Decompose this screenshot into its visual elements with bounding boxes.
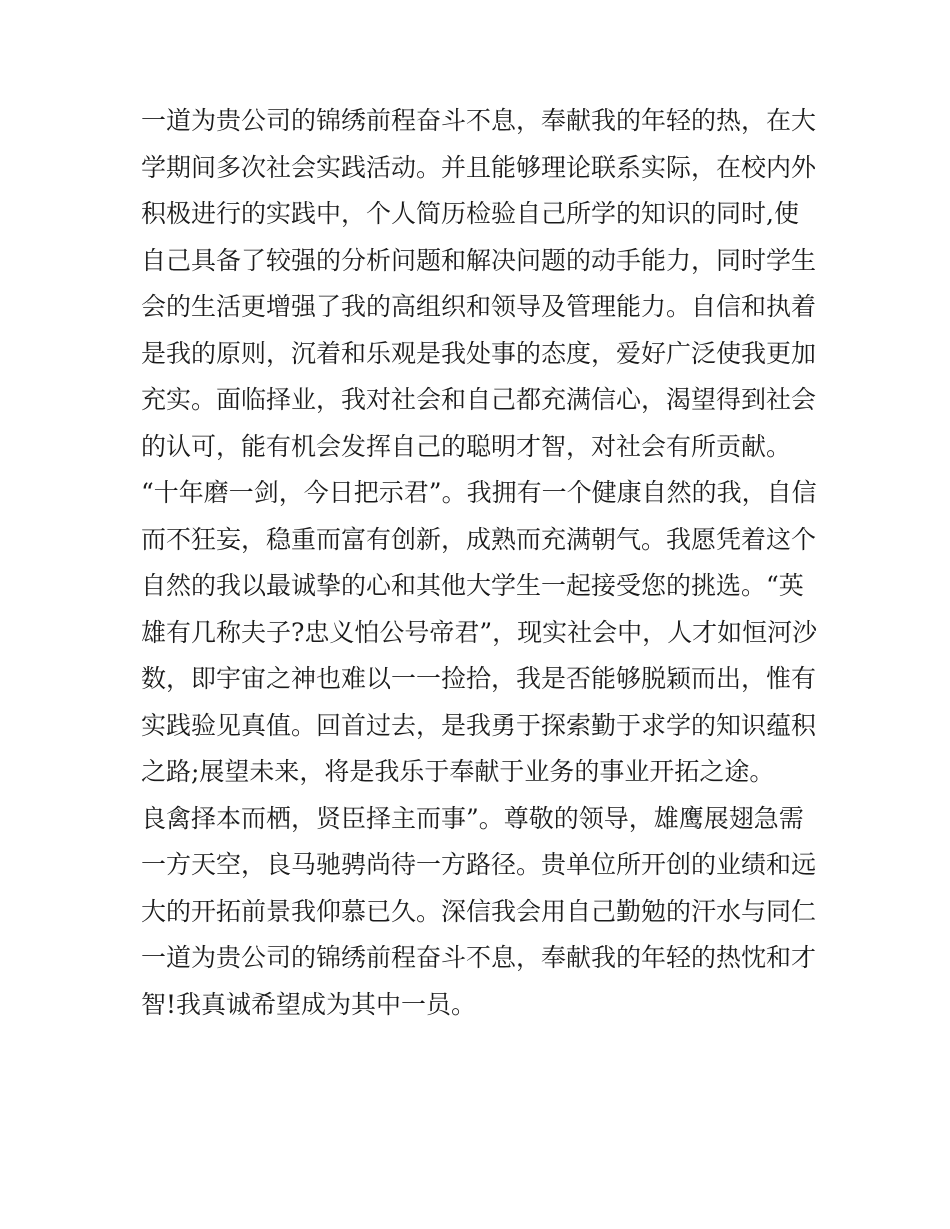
text-line: 一道为贵公司的锦绣前程奋斗不息，奉献我的年轻的热，在大 xyxy=(141,106,817,135)
text-line: 雄有几称夫子?忠义怕公号帝君”，现实社会中，人才如恒河沙 xyxy=(141,617,818,647)
text-line: 大的开拓前景我仰慕已久。深信我会用自己勤勉的汗水与同仁 xyxy=(141,896,817,926)
text-line: 实践验见真值。回首过去，是我勇于探索勤于求学的知识蕴积 xyxy=(141,710,817,740)
body-text xyxy=(141,98,831,1028)
text-line: 的认可，能有机会发挥自己的聪明才智，对社会有所贡献。 xyxy=(141,431,792,461)
text-line: 一道为贵公司的锦绣前程奋斗不息，奉献我的年轻的热忱和才 xyxy=(141,943,817,972)
text-line: 而不狂妄，稳重而富有创新，成熟而充满朝气。我愿凭着这个 xyxy=(141,524,817,554)
text-line: 之路;展望未来，将是我乐于奉献于业务的事业开拓之途。 xyxy=(141,757,775,786)
text-line: 积极进行的实践中，个人简历检验自己所学的知识的同时,使 xyxy=(141,199,799,228)
text-line: 自然的我以最诚挚的心和其他大学生一起接受您的挑选。“英 xyxy=(141,571,804,600)
text-line: 智!我真诚希望成为其中一员。 xyxy=(141,989,477,1019)
text-line: 充实。面临择业，我对社会和自己都充满信心，渴望得到社会 xyxy=(141,385,817,414)
text-line: “十年磨一剑，今日把示君”。我拥有一个健康自然的我，自信 xyxy=(141,478,817,507)
text-line: 一方天空，良马驰骋尚待一方路径。贵单位所开创的业绩和远 xyxy=(141,850,817,879)
text-line: 会的生活更增强了我的高组织和领导及管理能力。自信和执着 xyxy=(141,292,817,321)
text-line: 是我的原则，沉着和乐观是我处事的态度，爱好广泛使我更加 xyxy=(141,338,817,368)
text-line: 自己具备了较强的分析问题和解决问题的动手能力，同时学生 xyxy=(141,245,817,275)
text-line: 学期间多次社会实践活动。并且能够理论联系实际，在校内外 xyxy=(141,152,817,182)
text-line: 数，即宇宙之神也难以一一捡拾，我是否能够脱颖而出，惟有 xyxy=(141,664,817,693)
text-line: 良禽择本而栖，贤臣择主而事”。尊敬的领导，雄鹰展翅急需 xyxy=(141,803,804,833)
